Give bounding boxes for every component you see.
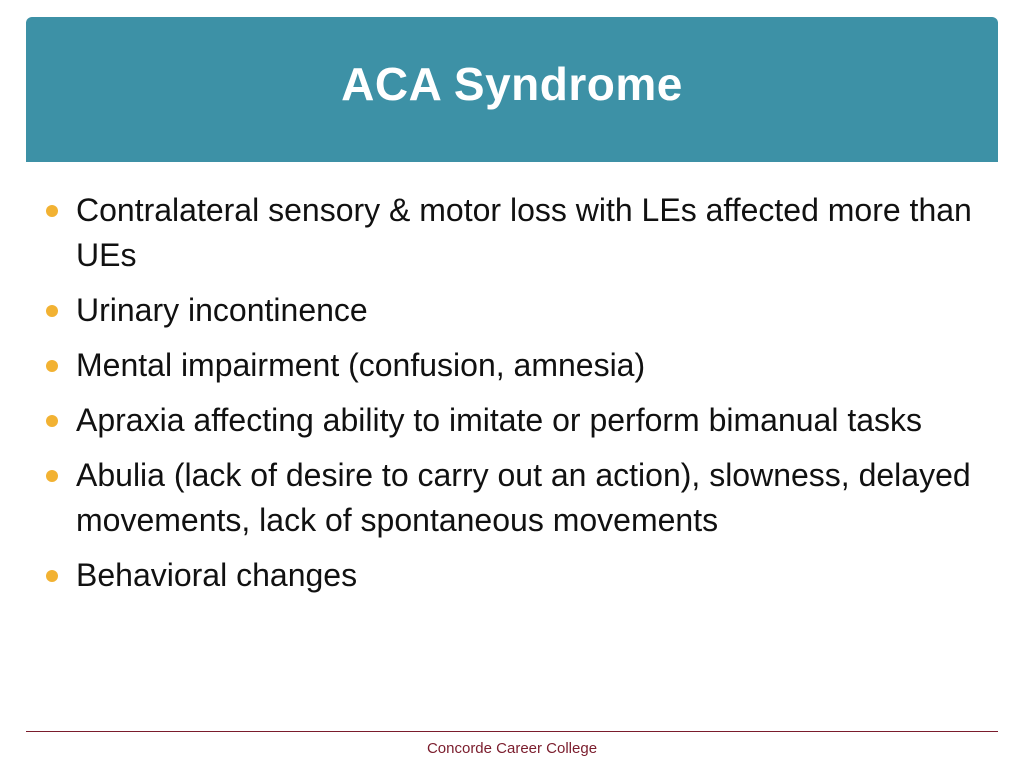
- bullet-item: [44, 343, 984, 388]
- bullet-item: [44, 453, 984, 543]
- footer-text: Concorde Career College: [426, 740, 598, 757]
- bullet-text: Contralateral sensory & motor loss with LEs affected more than UEs: [76, 192, 972, 273]
- title-bar: [26, 17, 998, 162]
- bullet-dot-icon: [46, 360, 58, 372]
- bullet-list: [44, 188, 984, 608]
- bullet-dot-icon: [46, 470, 58, 482]
- bullet-text: Apraxia affecting ability to imitate or perform bimanual tasks: [76, 402, 923, 438]
- bullet-item: [44, 188, 984, 278]
- bullet-dot-icon: [46, 205, 58, 217]
- bullet-item: [44, 398, 984, 443]
- bullet-text: Behavioral changes: [76, 557, 358, 593]
- bullet-text: Abulia (lack of desire to carry out an action), slowness, delayed movements, lack of spontaneous movements: [76, 457, 971, 538]
- bullet-item: [44, 553, 984, 598]
- bullet-text: Urinary incontinence: [76, 292, 368, 328]
- bullet-dot-icon: [46, 415, 58, 427]
- bullet-item: [44, 288, 984, 333]
- footer-divider: [26, 731, 998, 732]
- bullet-text: Mental impairment (confusion, amnesia): [76, 347, 646, 383]
- bullet-dot-icon: [46, 305, 58, 317]
- slide-title: ACA Syndrome: [341, 57, 683, 110]
- bullet-dot-icon: [46, 570, 58, 582]
